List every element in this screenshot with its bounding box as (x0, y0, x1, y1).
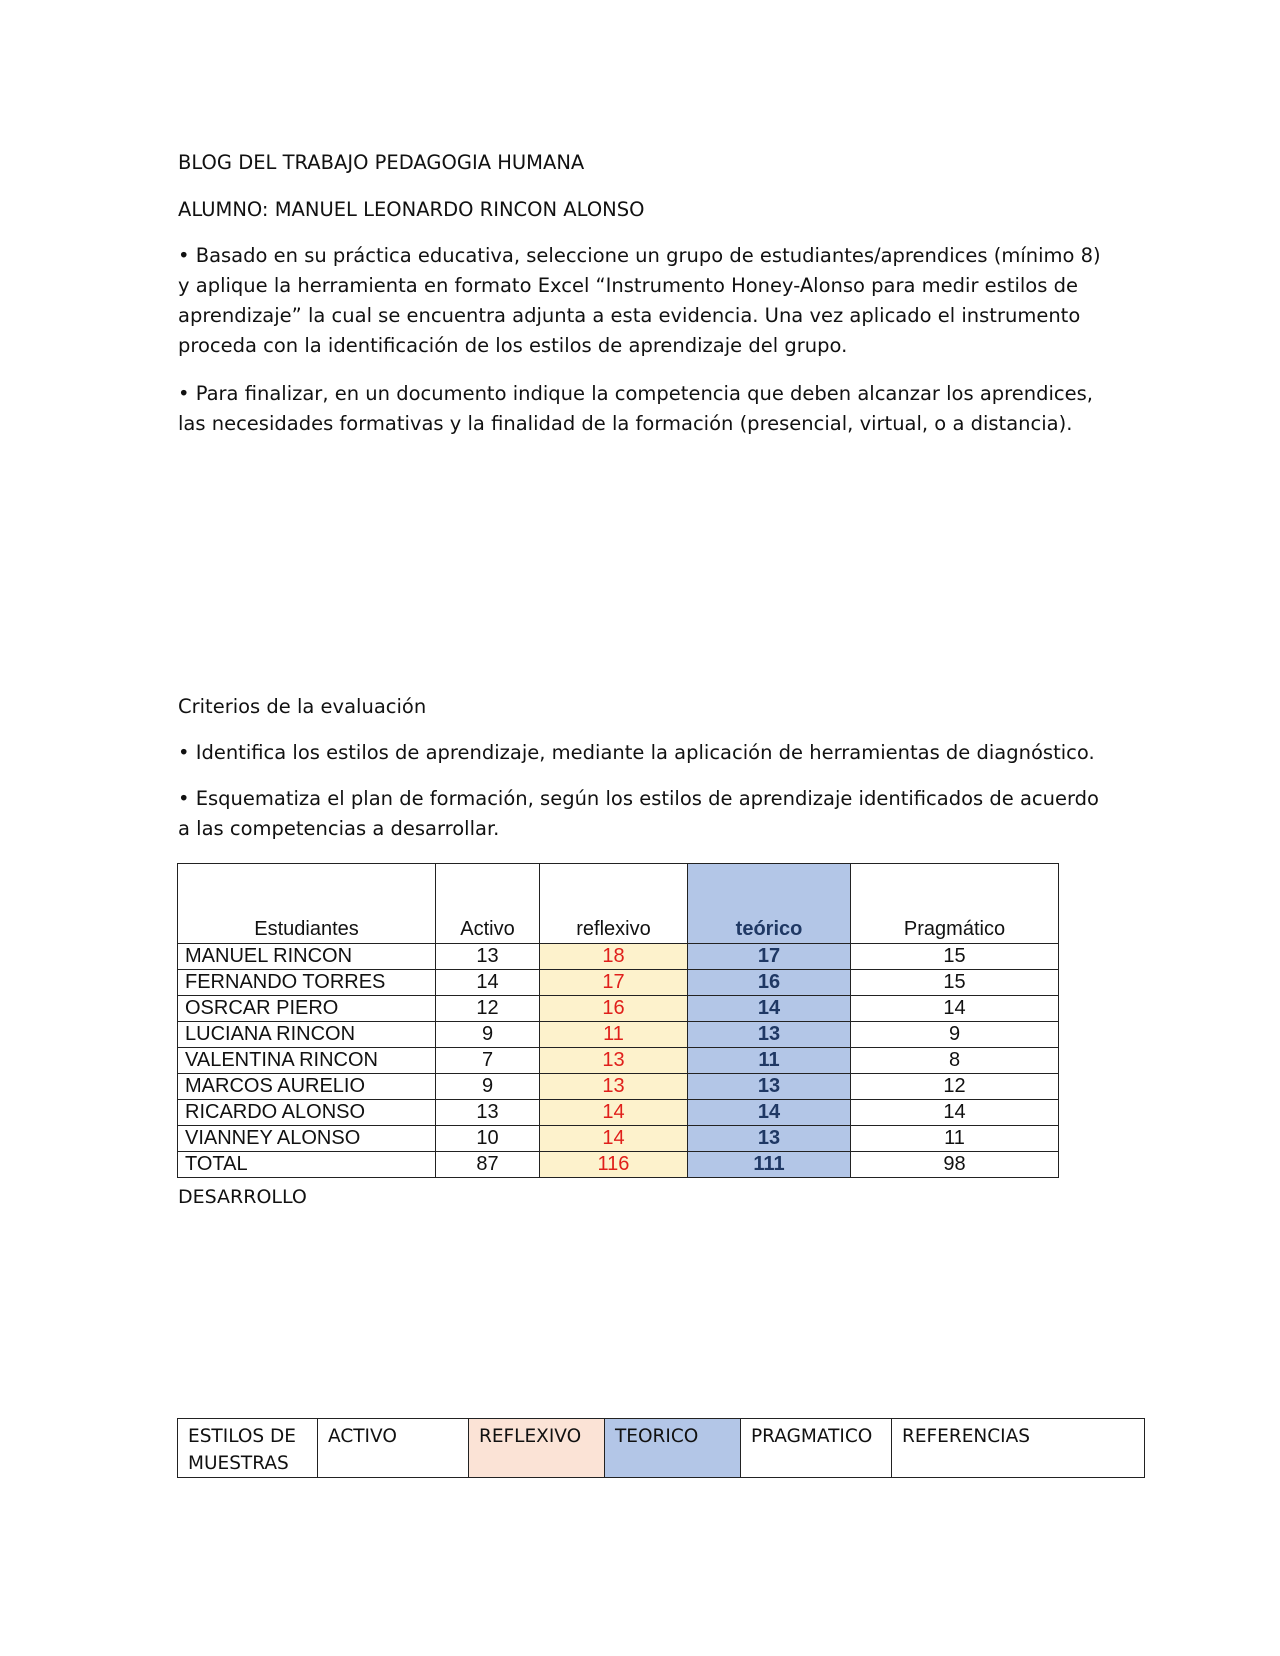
reflexivo-total-cell: 116 (540, 1152, 688, 1178)
criteria-item-2: • Esquematiza el plan de formación, según los estilos de aprendizaje identificados de acuerdo a las competencias a desarrollar. (178, 787, 1099, 840)
table-total-row (178, 1152, 1059, 1178)
header-estudiantes: Estudiantes (178, 864, 436, 944)
estilos-muestras-cell: ESTILOS DE MUESTRAS (178, 1419, 318, 1478)
student-name: ALUMNO: MANUEL LEONARDO RINCON ALONSO (178, 198, 645, 221)
pragmatico-cell: 15 (851, 944, 1059, 970)
activo-cell: 9 (436, 1022, 540, 1048)
teorico-cell: 13 (688, 1126, 851, 1152)
table-header-row (178, 864, 1059, 944)
student-cell: VALENTINA RINCON (178, 1048, 436, 1074)
pragmatico-cell: 15 (851, 970, 1059, 996)
pragmatico-cell: 8 (851, 1048, 1059, 1074)
table-row (178, 1074, 1059, 1100)
learning-styles-scores-table (177, 863, 1059, 1178)
reflexivo-cell: 17 (540, 970, 688, 996)
header-reflexivo: reflexivo (540, 864, 688, 944)
student-cell: RICARDO ALONSO (178, 1100, 436, 1126)
header-pragmatico: Pragmático (851, 864, 1059, 944)
pragmatico-total-cell: 98 (851, 1152, 1059, 1178)
total-label-cell: TOTAL (178, 1152, 436, 1178)
table-row (178, 1126, 1059, 1152)
reflexivo-cell: 16 (540, 996, 688, 1022)
reflexivo-cell: REFLEXIVO (469, 1419, 605, 1478)
activo-cell: 13 (436, 944, 540, 970)
styles-samples-table (177, 1418, 1145, 1478)
pragmatico-cell: 12 (851, 1074, 1059, 1100)
activo-total-cell: 87 (436, 1152, 540, 1178)
teorico-cell: 14 (688, 1100, 851, 1126)
teorico-cell: TEORICO (605, 1419, 741, 1478)
activo-cell: 14 (436, 970, 540, 996)
table-row (178, 944, 1059, 970)
document-title: BLOG DEL TRABAJO PEDAGOGIA HUMANA (178, 151, 585, 174)
table-row (178, 996, 1059, 1022)
activo-cell: 10 (436, 1126, 540, 1152)
pragmatico-cell: 11 (851, 1126, 1059, 1152)
table-row (178, 970, 1059, 996)
activo-cell: ACTIVO (318, 1419, 469, 1478)
pragmatico-cell: 14 (851, 1100, 1059, 1126)
teorico-cell: 16 (688, 970, 851, 996)
pragmatico-cell: PRAGMATICO (741, 1419, 892, 1478)
reflexivo-cell: 11 (540, 1022, 688, 1048)
teorico-total-cell: 111 (688, 1152, 851, 1178)
student-cell: FERNANDO TORRES (178, 970, 436, 996)
development-heading: DESARROLLO (178, 1186, 307, 1208)
table-row (178, 1022, 1059, 1048)
table-row (178, 1419, 1145, 1478)
instruction-bullet-1: • Basado en su práctica educativa, seleccione un grupo de estudiantes/aprendices (mínimo 8) y aplique la herramienta en formato Excel “Instrumento Honey-Alonso para medir estilos de aprendizaje” la cual se encuentra adjunta a esta evidencia. Una vez aplicado el instrumento proceda con la identificación de los estilos de aprendizaje del grupo. (178, 244, 1101, 357)
header-activo: Activo (436, 864, 540, 944)
table-row (178, 1100, 1059, 1126)
reflexivo-cell: 18 (540, 944, 688, 970)
student-cell: VIANNEY ALONSO (178, 1126, 436, 1152)
student-cell: MARCOS AURELIO (178, 1074, 436, 1100)
reflexivo-cell: 13 (540, 1048, 688, 1074)
criteria-item-1: • Identifica los estilos de aprendizaje, mediante la aplicación de herramientas de diagnóstico. (178, 741, 1095, 764)
reflexivo-cell: 13 (540, 1074, 688, 1100)
pragmatico-cell: 14 (851, 996, 1059, 1022)
student-cell: OSRCAR PIERO (178, 996, 436, 1022)
student-cell: MANUEL RINCON (178, 944, 436, 970)
table-row (178, 1048, 1059, 1074)
reflexivo-cell: 14 (540, 1100, 688, 1126)
reflexivo-cell: 14 (540, 1126, 688, 1152)
activo-cell: 12 (436, 996, 540, 1022)
pragmatico-cell: 9 (851, 1022, 1059, 1048)
teorico-cell: 11 (688, 1048, 851, 1074)
instruction-bullet-2: • Para finalizar, en un documento indique la competencia que deben alcanzar los aprendices, las necesidades formativas y la finalidad de la formación (presencial, virtual, o a distancia). (178, 382, 1093, 435)
activo-cell: 9 (436, 1074, 540, 1100)
activo-cell: 7 (436, 1048, 540, 1074)
teorico-cell: 13 (688, 1022, 851, 1048)
teorico-cell: 14 (688, 996, 851, 1022)
referencias-cell: REFERENCIAS (892, 1419, 1145, 1478)
teorico-cell: 17 (688, 944, 851, 970)
criteria-heading: Criterios de la evaluación (178, 695, 427, 718)
student-cell: LUCIANA RINCON (178, 1022, 436, 1048)
teorico-cell: 13 (688, 1074, 851, 1100)
activo-cell: 13 (436, 1100, 540, 1126)
header-teorico: teórico (688, 864, 851, 944)
